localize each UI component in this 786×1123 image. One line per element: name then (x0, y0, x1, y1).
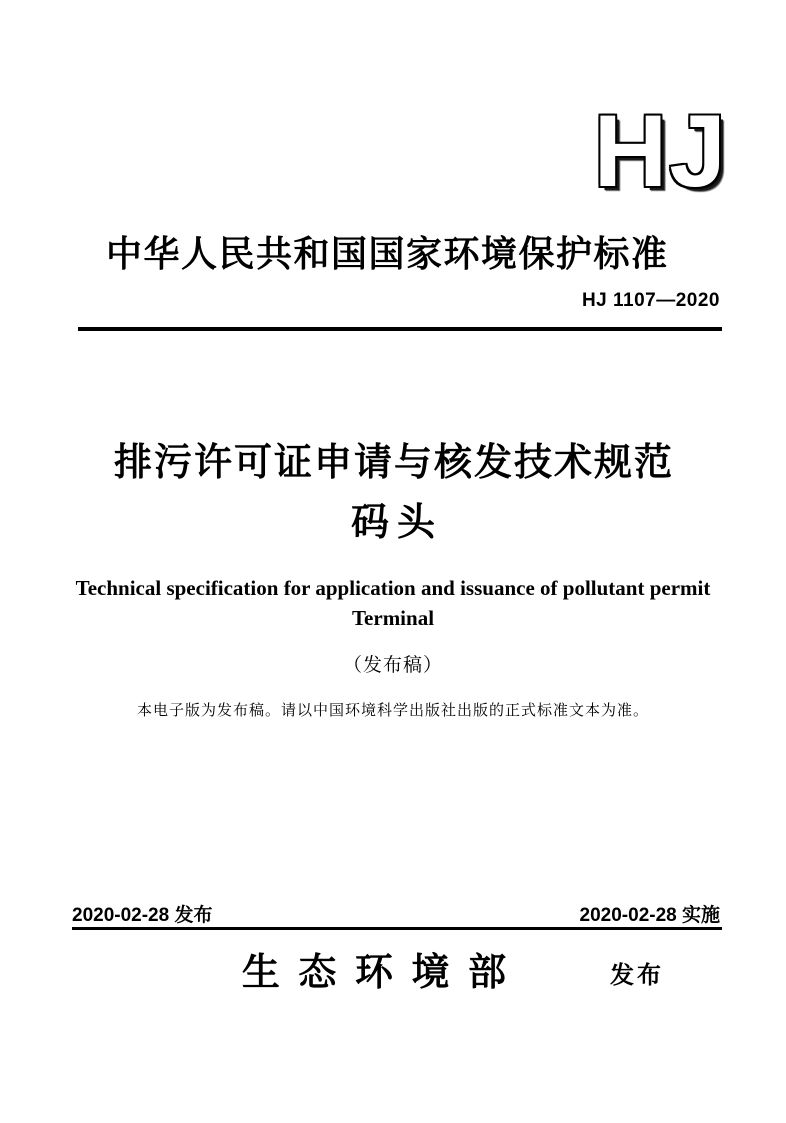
hj-standard-logo: HJ (593, 94, 728, 208)
implement-date: 2020-02-28 实施 (579, 905, 720, 926)
header-divider (78, 327, 722, 331)
draft-status-label: （发布稿） (342, 655, 443, 676)
issue-action-label: 发布 (610, 962, 664, 989)
document-subtitle-en: Terminal (351, 606, 435, 630)
footer-divider (72, 927, 722, 930)
document-title-en: Technical specification for application and issuance of pollutant permit (75, 576, 711, 600)
document-title-cn: 排污许可证申请与核发技术规范 (113, 442, 674, 484)
standard-number: HJ 1107—2020 (581, 290, 720, 311)
issuing-authority: 生 态 环 境 部 (241, 952, 511, 994)
standard-category-title: 中华人民共和国国家环境保护标准 (106, 233, 669, 274)
release-date: 2020-02-28 发布 (72, 905, 213, 926)
document-subtitle-cn: 码头 (350, 502, 443, 544)
edition-notice: 本电子版为发布稿。请以中国环境科学出版社出版的正式标准文本为准。 (136, 703, 649, 719)
